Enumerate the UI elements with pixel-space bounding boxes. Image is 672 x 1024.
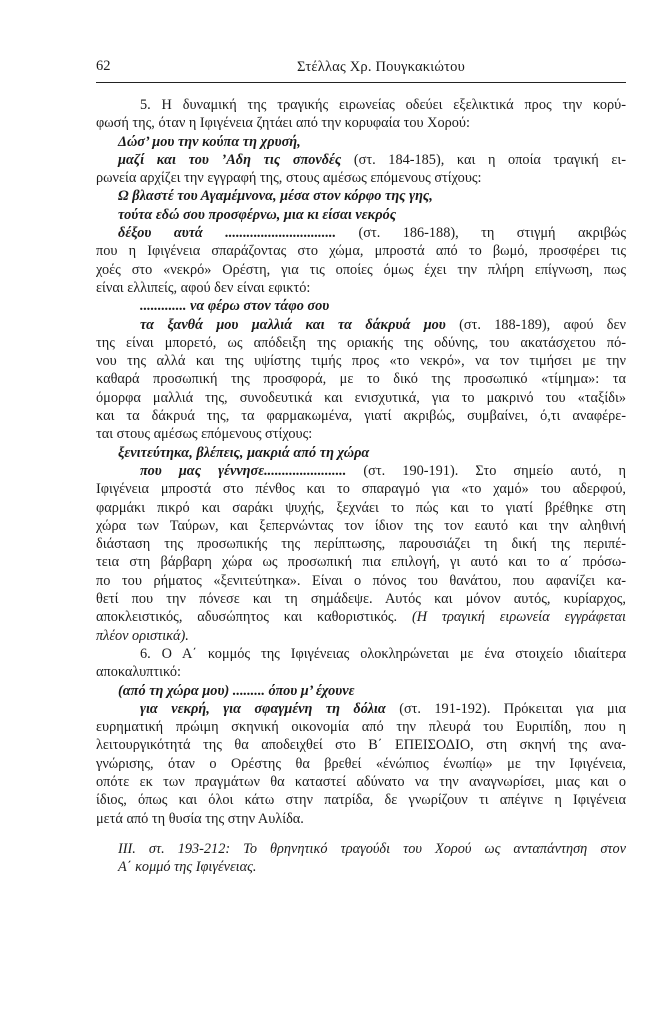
verse-quote-line: (από τη χώρα μου) ......... όπου μ’ έχουνε <box>118 682 355 699</box>
text-line: διάσταση της προσωπικής της περίπτωσης, παρουσιάζει τη δική της περιπέ- <box>96 536 626 553</box>
text-line <box>96 700 626 718</box>
text-line <box>96 224 626 242</box>
verse-quote: που μας γέννησε....................... <box>140 462 347 479</box>
text-line: αποκαλυπτικό: <box>96 664 181 681</box>
text-line: ρωνεία αρχίζει την εγγραφή της, στους αμέσως επόμενους στίχους: <box>96 170 482 187</box>
text-run: (στ. 186-188), τη στιγμή ακριβώς <box>336 225 626 242</box>
text-line: Ιφιγένεια μπροστά στο πένθος και το σπαραγμό για «το χαμό» του αδερφού, <box>96 481 626 498</box>
text-run: (στ. 188-189), αφού δεν <box>445 316 626 333</box>
text-line: ται στους αμέσως επόμενους στίχους: <box>96 426 313 443</box>
page-number: 62 <box>96 58 111 74</box>
section-heading-line: Α΄ κομμό της Ιφιγένειας. <box>118 859 257 876</box>
verse-quote: τα ξανθά μου μαλλιά και τα δάκρυά μου <box>140 316 446 333</box>
section-heading-line: ΙΙΙ. στ. 193-212: Το θρηνητικό τραγούδι του Χορού ως ανταπάντηση στον <box>118 840 626 857</box>
text-line: λειτουργικότητά της θα αποδειχθεί στο Β΄ ΕΠΕΙΣΟΔΙΟ, στη σκηνή της ανα- <box>96 737 626 754</box>
text-run: (στ. 190-191). Στο σημείο αυτό, η <box>346 462 626 479</box>
verse-quote: για νεκρή, για σφαγμένη τη δόλια <box>140 700 386 717</box>
paragraph-5 <box>96 96 626 645</box>
text-line <box>96 462 626 480</box>
text-line: είναι ελλιπείς, αφού δεν είναι εφικτό: <box>96 279 311 296</box>
running-title: Στέλλας Χρ. Πουγκακιώτου <box>297 59 465 75</box>
text-line: χώρα των Ταύρων, και ξεπερνώντας τον ίδιον της τον εαυτό και την αληθινή <box>96 517 626 534</box>
verse-quote-line: ............. να φέρω στον τάφο σου <box>140 298 330 315</box>
text-line: ευρηματική πρώιμη σκηνική οικονομία από την πλευρά του Ευριπίδη, που η <box>96 719 626 736</box>
italic-note: πλέον οριστικά). <box>96 627 189 644</box>
section-gap <box>96 828 626 840</box>
text-line: όμορφα μαλλιά της, συνοδευτικά και ενισχυτικά, για το μακρινό του «ταξίδι» <box>96 389 626 406</box>
text-line: 5. Η δυναμική της τραγικής ειρωνείας οδεύει εξελικτικά προς την κορύ- <box>140 97 626 113</box>
text-line: χοές στο «νεκρό» Ορέστη, για τις οποίες όμως έχει την πλήρη επίγνωση, πως <box>96 261 626 278</box>
text-line: και τα δάκρυά της, τα φαρμακωμένα, γιατί ακριβώς, συμβαίνει, ό,τι αναφέρε- <box>96 408 626 425</box>
text-line: γνώρισης, όταν ο Ορέστης θα βρεθεί «ένώπιος ένωπίῳ» με την Ιφιγένεια, <box>96 755 626 772</box>
text-line <box>96 608 626 626</box>
section-heading-iii <box>96 840 626 877</box>
verse-quote-line: Ω βλαστέ του Αγαμέμνονα, μέσα στον κόρφο της γης, <box>118 188 433 205</box>
page-header <box>96 56 626 83</box>
verse-quote-line: ξενιτεύτηκα, βλέπεις, μακριά από τη χώρα <box>118 444 370 461</box>
text-line <box>96 316 626 334</box>
verse-quote-line: Δώσ’ μου την κούπα τη χρυσή, <box>118 133 301 150</box>
text-run: (στ. 184-185), και η οποία τραγική ει- <box>341 151 626 168</box>
text-line: πο του ρήματος «ξενιτεύτηκα». Είναι ο πόνος του θανάτου, που αφανίζει κα- <box>96 572 626 589</box>
italic-note: (Η τραγική ειρωνεία εγγράφεται <box>411 609 626 626</box>
verse-quote: δέξου αυτά ............................... <box>118 225 337 242</box>
text-run: αποκλειστικός, αδυσώπητος και καθοριστικός. <box>96 609 412 626</box>
text-line: φαρμάκι πικρό και σαράκι ψυχής, ξεχνάει το πώς και το γιατί βρέθηκε στη <box>96 499 626 516</box>
paragraph-6 <box>96 645 626 828</box>
page-body <box>96 96 626 876</box>
text-line: φωσή της, όταν η Ιφιγένεια ζητάει από την κορυφαία του Χορού: <box>96 115 470 132</box>
text-line: οπότε εκ των πραγμάτων θα καταστεί αδύνατο να την αναγνωρίσει, μιας και ο <box>96 773 626 790</box>
text-line: ίδιος, όπως και όλοι κάτω στην πατρίδα, δε γνωρίζουν τι απέγινε η Ιφιγένεια <box>96 792 626 809</box>
text-line: 6. Ο Α΄ κομμός της Ιφιγένειας ολοκληρώνεται με ένα στοιχείο ιδιαίτερα <box>140 645 626 662</box>
text-line: τεια στη βάρβαρη χώρα ως προσωπική πια επιλογή, γι αυτό και το α΄ πρόσω- <box>96 554 626 571</box>
verse-quote: μαζί και του ’Αδη τις σπονδές <box>118 151 342 168</box>
text-run: (στ. 191-192). Πρόκειται για μια <box>385 700 626 717</box>
text-line <box>96 151 626 169</box>
text-line: της είναι μπορετό, ως απόδειξη της οριακής της οδύνης, του ακατάσχετου πό- <box>96 334 626 351</box>
text-line: μετά από τη θυσία της στην Αυλίδα. <box>96 810 304 827</box>
text-line: που η Ιφιγένεια σπαράζοντας στο χώμα, μπροστά από το βωμό, προσφέρει τις <box>96 243 626 260</box>
text-line: καθαρά προσωπική της προσφορά, με το δικό της προσωπικό «τίμημα»: τα <box>96 371 626 388</box>
text-line: νου της αλλά και της υψίστης τιμής προς «το νεκρό», να τον τιμήσει με την <box>96 353 626 370</box>
text-line: θετί που την πόνεσε και τη σημάδεψε. Αυτός και μόνον αυτός, κυρίαρχος, <box>96 591 626 608</box>
verse-quote-line: τούτα εδώ σου προσφέρνω, μια κι είσαι νεκρός <box>118 206 397 223</box>
